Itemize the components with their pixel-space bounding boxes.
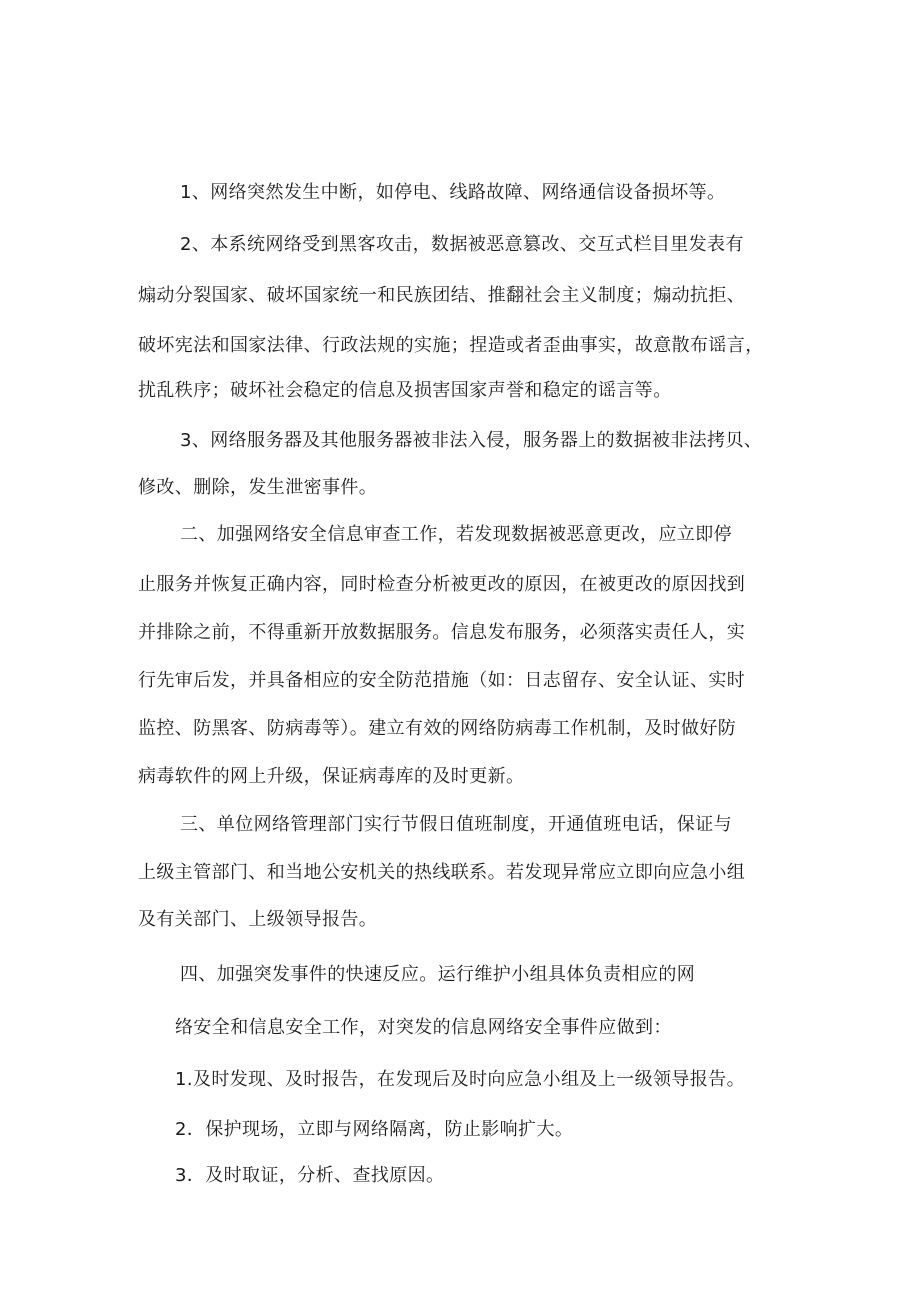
- paragraph-line-17: 四、加强突发事件的快速反应。运行维护小组具体负责相应的网: [180, 964, 696, 985]
- paragraph-line-9: 止服务并恢复正确内容，同时检查分析被更改的原因，在被更改的原因找到: [138, 574, 746, 595]
- paragraph-line-4: 破坏宪法和国家法律、行政法规的实施；捏造或者歪曲事实，故意散布谣言，: [138, 335, 764, 356]
- paragraph-line-13: 病毒软件的网上升级，保证病毒库的及时更新。: [138, 766, 525, 787]
- paragraph-line-8: 二、加强网络安全信息审查工作，若发现数据被恶意更改，应立即停: [180, 524, 732, 545]
- list-item-1: 1.及时发现、及时报告，在发现后及时向应急小组及上一级领导报告。: [175, 1069, 745, 1090]
- paragraph-line-14: 三、单位网络管理部门实行节假日值班制度，开通值班电话，保证与: [180, 814, 732, 835]
- paragraph-line-15: 上级主管部门、和当地公安机关的热线联系。若发现异常应立即向应急小组: [138, 862, 746, 883]
- paragraph-line-2: 2、本系统网络受到黑客攻击，数据被恶意篡改、交互式栏目里发表有: [180, 234, 744, 255]
- paragraph-line-11: 行先审后发，并具备相应的安全防范措施（如：日志留存、安全认证、实时: [138, 670, 746, 691]
- paragraph-line-6: 3、网络服务器及其他服务器被非法入侵，服务器上的数据被非法拷贝、: [180, 430, 763, 451]
- paragraph-line-10: 并排除之前，不得重新开放数据服务。信息发布服务，必须落实责任人，实: [138, 622, 746, 643]
- paragraph-line-7: 修改、删除，发生泄密事件。: [138, 477, 378, 498]
- paragraph-line-18: 络安全和信息安全工作，对突发的信息网络安全事件应做到：: [175, 1017, 672, 1038]
- paragraph-line-5: 扰乱秩序；破坏社会稳定的信息及损害国家声誉和稳定的谣言等。: [138, 380, 672, 401]
- list-item-2: 2．保护现场，立即与网络隔离，防止影响扩大。: [175, 1119, 574, 1140]
- paragraph-line-3: 煽动分裂国家、破坏国家统一和民族团结、推翻社会主义制度；煽动抗拒、: [138, 285, 746, 306]
- paragraph-line-1: 1、网络突然发生中断，如停电、线路故障、网络通信设备损坏等。: [180, 182, 726, 203]
- paragraph-line-16: 及有关部门、上级领导报告。: [138, 909, 378, 930]
- paragraph-line-12: 监控、防黑客、防病毒等）。建立有效的网络防病毒工作机制，及时做好防: [138, 718, 737, 739]
- list-item-3: 3．及时取证，分析、查找原因。: [175, 1165, 445, 1186]
